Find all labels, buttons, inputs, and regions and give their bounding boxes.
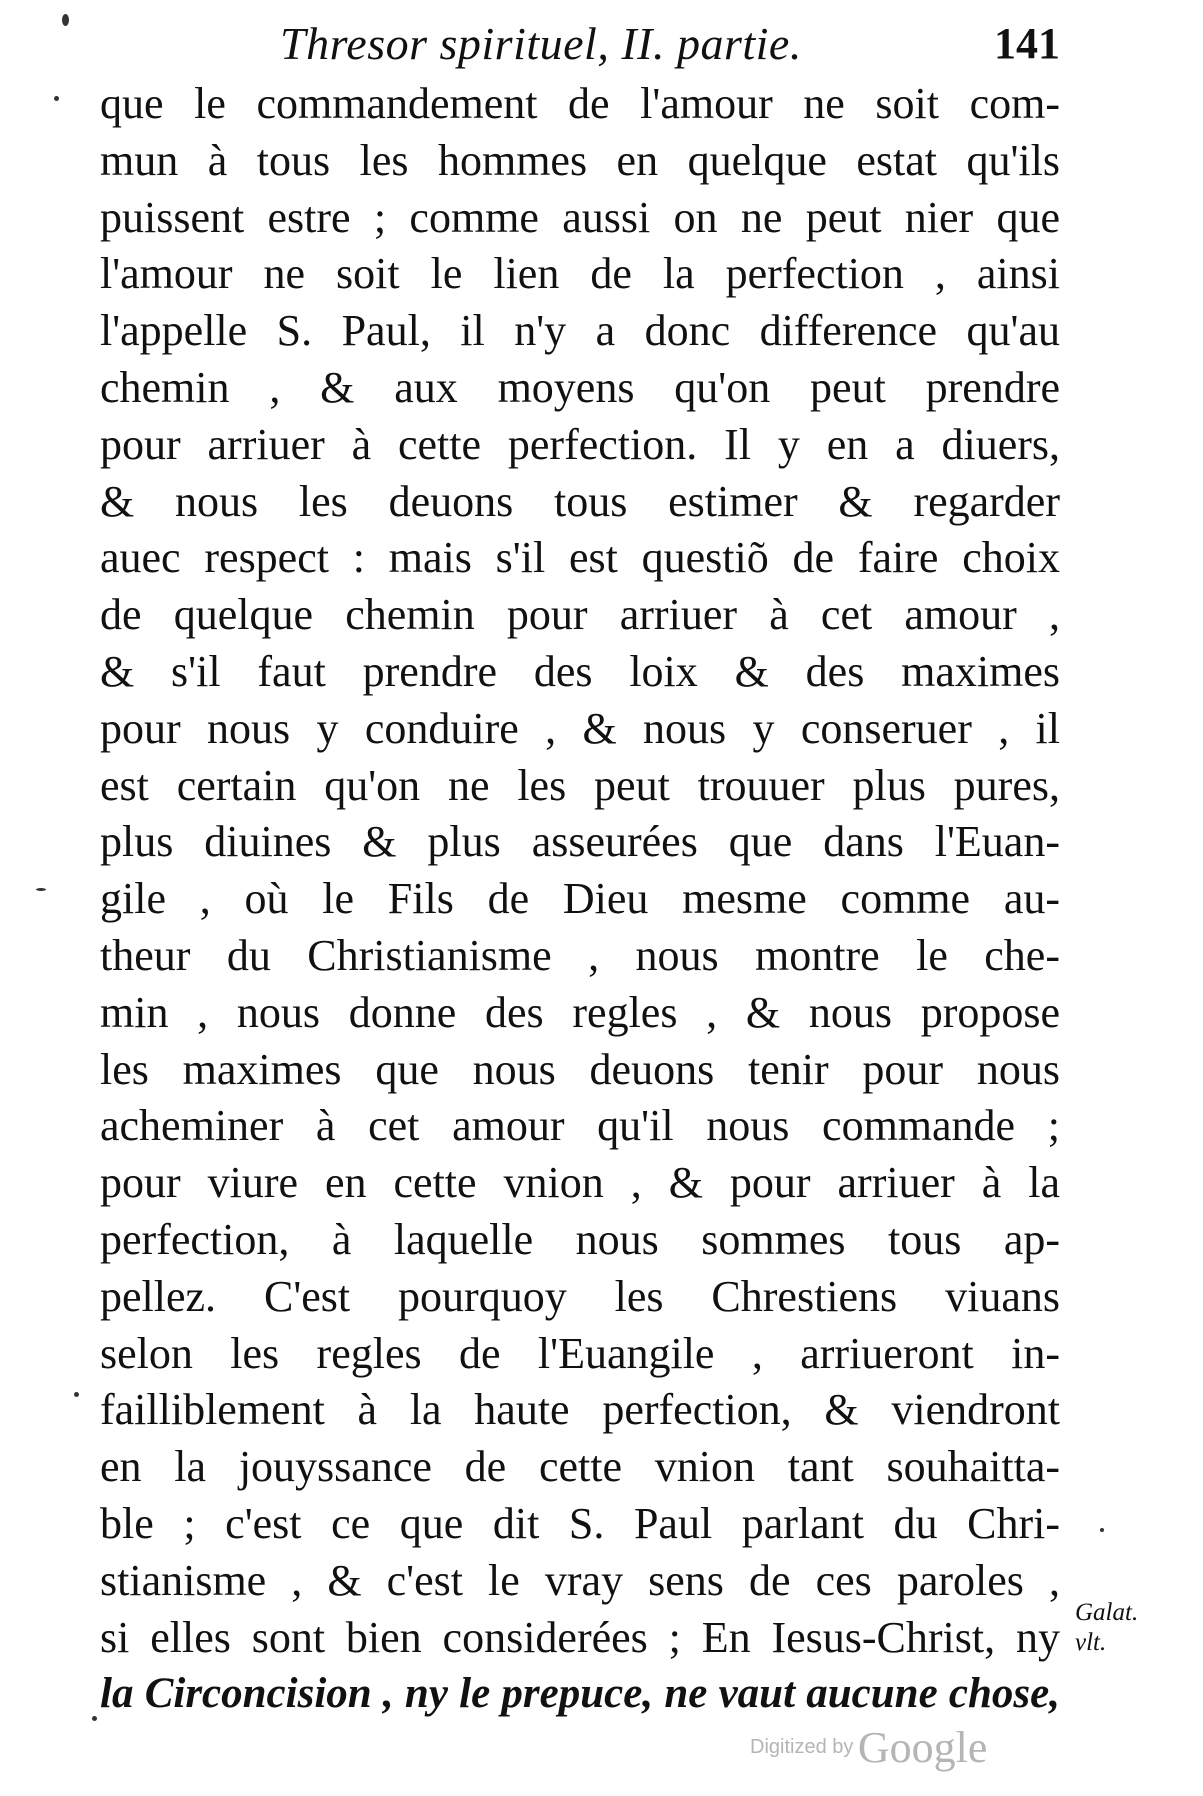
text-line: est certain qu'on ne les peut trouuer plus pures,	[100, 760, 1060, 810]
text-line: & s'il faut prendre des loix & des maximes	[100, 646, 1060, 696]
ink-speck	[74, 1392, 79, 1397]
text-line: ble ; c'est ce que dit S. Paul parlant du Chri-	[100, 1498, 1060, 1548]
page-header	[280, 14, 1060, 74]
margin-note-line: Galat.	[1075, 1599, 1139, 1626]
body-text	[100, 76, 1060, 1723]
margin-note-line: vlt.	[1075, 1629, 1107, 1656]
text-line: si elles sont bien considerées ; En Iesus-Christ, ny	[100, 1612, 1060, 1662]
text-line: puissent estre ; comme aussi on ne peut nier que	[100, 192, 1060, 242]
text-line: selon les regles de l'Euangile , arriueront in-	[100, 1328, 1060, 1378]
text-line: l'appelle S. Paul, il n'y a donc difference qu'au	[100, 306, 1060, 356]
watermark-prefix: Digitized by	[750, 1736, 854, 1758]
ink-speck	[1100, 1528, 1104, 1532]
text-line: acheminer à cet amour qu'il nous commande ;	[100, 1101, 1060, 1151]
ink-speck	[36, 888, 46, 891]
text-line: en la jouyssance de cette vnion tant souhaitta-	[100, 1442, 1060, 1492]
ink-speck	[62, 14, 69, 26]
margin-note	[1075, 1598, 1195, 1658]
page-number: 141	[994, 19, 1060, 68]
text-line: l'amour ne soit le lien de la perfection , ainsi	[100, 249, 1060, 299]
text-line: mun à tous les hommes en quelque estat qu'ils	[100, 135, 1060, 185]
text-line: pellez. C'est pourquoy les Chrestiens viuans	[100, 1271, 1060, 1321]
text-line: de quelque chemin pour arriuer à cet amour ,	[100, 590, 1060, 640]
text-line: perfection, à laquelle nous sommes tous ap-	[100, 1214, 1060, 1264]
text-line: gile , où le Fils de Dieu mesme comme au-	[100, 874, 1060, 924]
text-line: failliblement à la haute perfection, & viendront	[100, 1385, 1060, 1435]
text-line: les maximes que nous deuons tenir pour nous	[100, 1044, 1060, 1094]
text-line: que le commandement de l'amour ne soit com-	[100, 79, 1060, 128]
text-line: pour arriuer à cette perfection. Il y en a diuers,	[100, 419, 1060, 469]
ink-speck	[54, 96, 59, 101]
watermark-brand: Google	[857, 1723, 988, 1772]
text-line: min , nous donne des regles , & nous propose	[100, 987, 1060, 1037]
text-line: plus diuines & plus asseurées que dans l'Euan-	[100, 817, 1060, 867]
text-line: auec respect : mais s'il est questiõ de faire choix	[100, 533, 1060, 583]
text-line: & nous les deuons tous estimer & regarder	[100, 476, 1060, 526]
digitized-watermark	[750, 1722, 987, 1773]
text-line: chemin , & aux moyens qu'on peut prendre	[100, 362, 1060, 412]
ink-speck	[92, 1716, 97, 1721]
text-line: stianisme , & c'est le vray sens de ces paroles ,	[100, 1555, 1060, 1605]
text-line: pour nous y conduire , & nous y conseruer , il	[100, 703, 1060, 753]
running-title: Thresor spirituel, II. partie.	[280, 18, 802, 69]
text-line: theur du Christianisme , nous montre le che-	[100, 930, 1060, 980]
text-line: pour viure en cette vnion , & pour arriuer à la	[100, 1158, 1060, 1208]
text-line: la Circoncision , ny le prepuce, ne vaut aucune chose,	[100, 1670, 1060, 1718]
